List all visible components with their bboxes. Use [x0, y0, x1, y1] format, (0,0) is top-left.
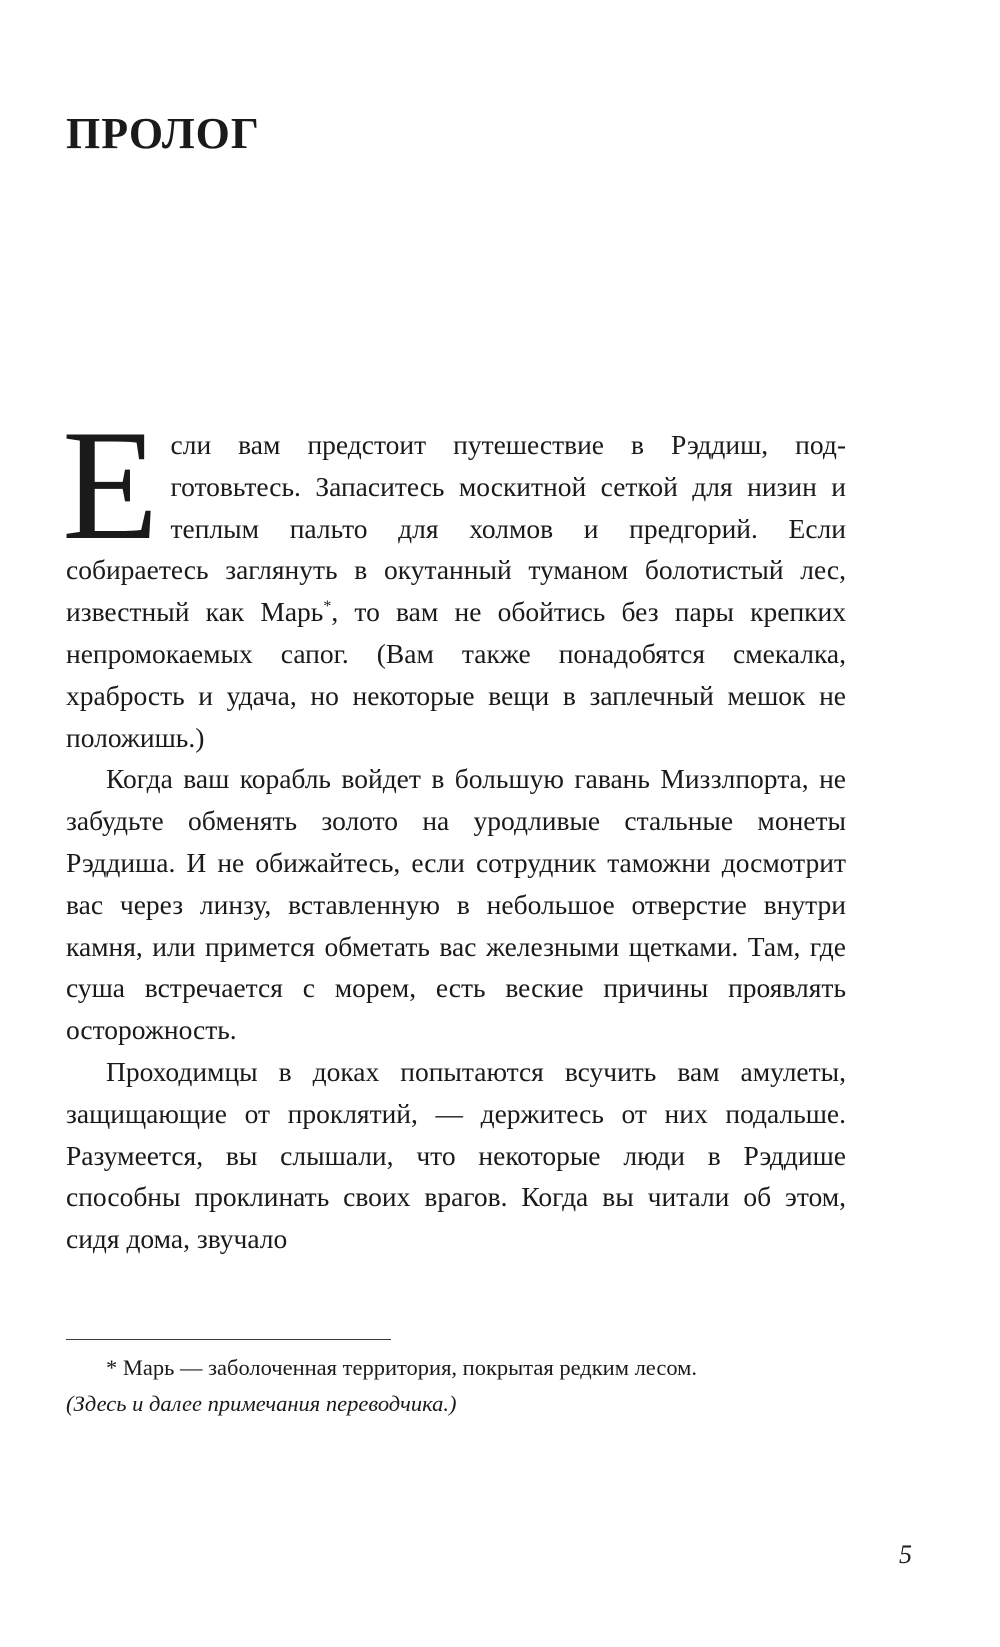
body-text — [62, 398, 847, 1260]
chapter-title: ПРОЛОГ — [66, 109, 260, 158]
footnote — [66, 1350, 846, 1422]
page-number: 5 — [899, 1540, 912, 1569]
paragraph-1-text-b: , то вам не обойтись без пары крепких непромокаемых сапог. (Вам также понадобятся смекалка, храбрость и удача, но некоторые вещи в заплечный мешок не положишь.) — [66, 596, 847, 753]
drop-cap: Е — [62, 398, 159, 573]
footnote-marker[interactable]: * — [323, 598, 332, 616]
footnote-translator-note: (Здесь и далее примечания переводчика.) — [66, 1391, 457, 1416]
footnote-line-1 — [66, 1350, 846, 1386]
footnote-divider — [66, 1339, 391, 1340]
paragraph-3: Проходимцы в доках попытаются всучить вам амулеты, защищающие от проклятий, — держитесь от них подальше. Разумеется, вы слышали, что некоторые люди в Рэддише способны проклинать своих врагов. Когда вы читали об этом, сидя дома, звучало — [66, 1055, 846, 1255]
paragraph-1 — [62, 398, 847, 758]
footnote-text: * Марь — заболоченная территория, покрытая редким лесом. — [106, 1355, 698, 1380]
paragraph-2: Когда ваш корабль войдет в большую гавань Миззлпорта, не забудьте обменять золото на уродливые стальные монеты Рэддиша. И не обижайтесь, если сотрудник таможни досмотрит вас через линзу, вставленную в небольшое отверстие внутри камня, или примется обметать вас железными щетками. Там, где суша встречается с морем, есть веские причины проявлять осторожность. — [66, 763, 846, 1046]
paragraph-1-text-a: сли вам предстоит путешествие в Рэддиш, подготовьтесь. Запаситесь москитной сеткой для низин и теплым пальто для холмов и предгорий. Если собираетесь заглянуть в окутанный туманом болотистый лес, известный как Марь — [66, 429, 846, 628]
